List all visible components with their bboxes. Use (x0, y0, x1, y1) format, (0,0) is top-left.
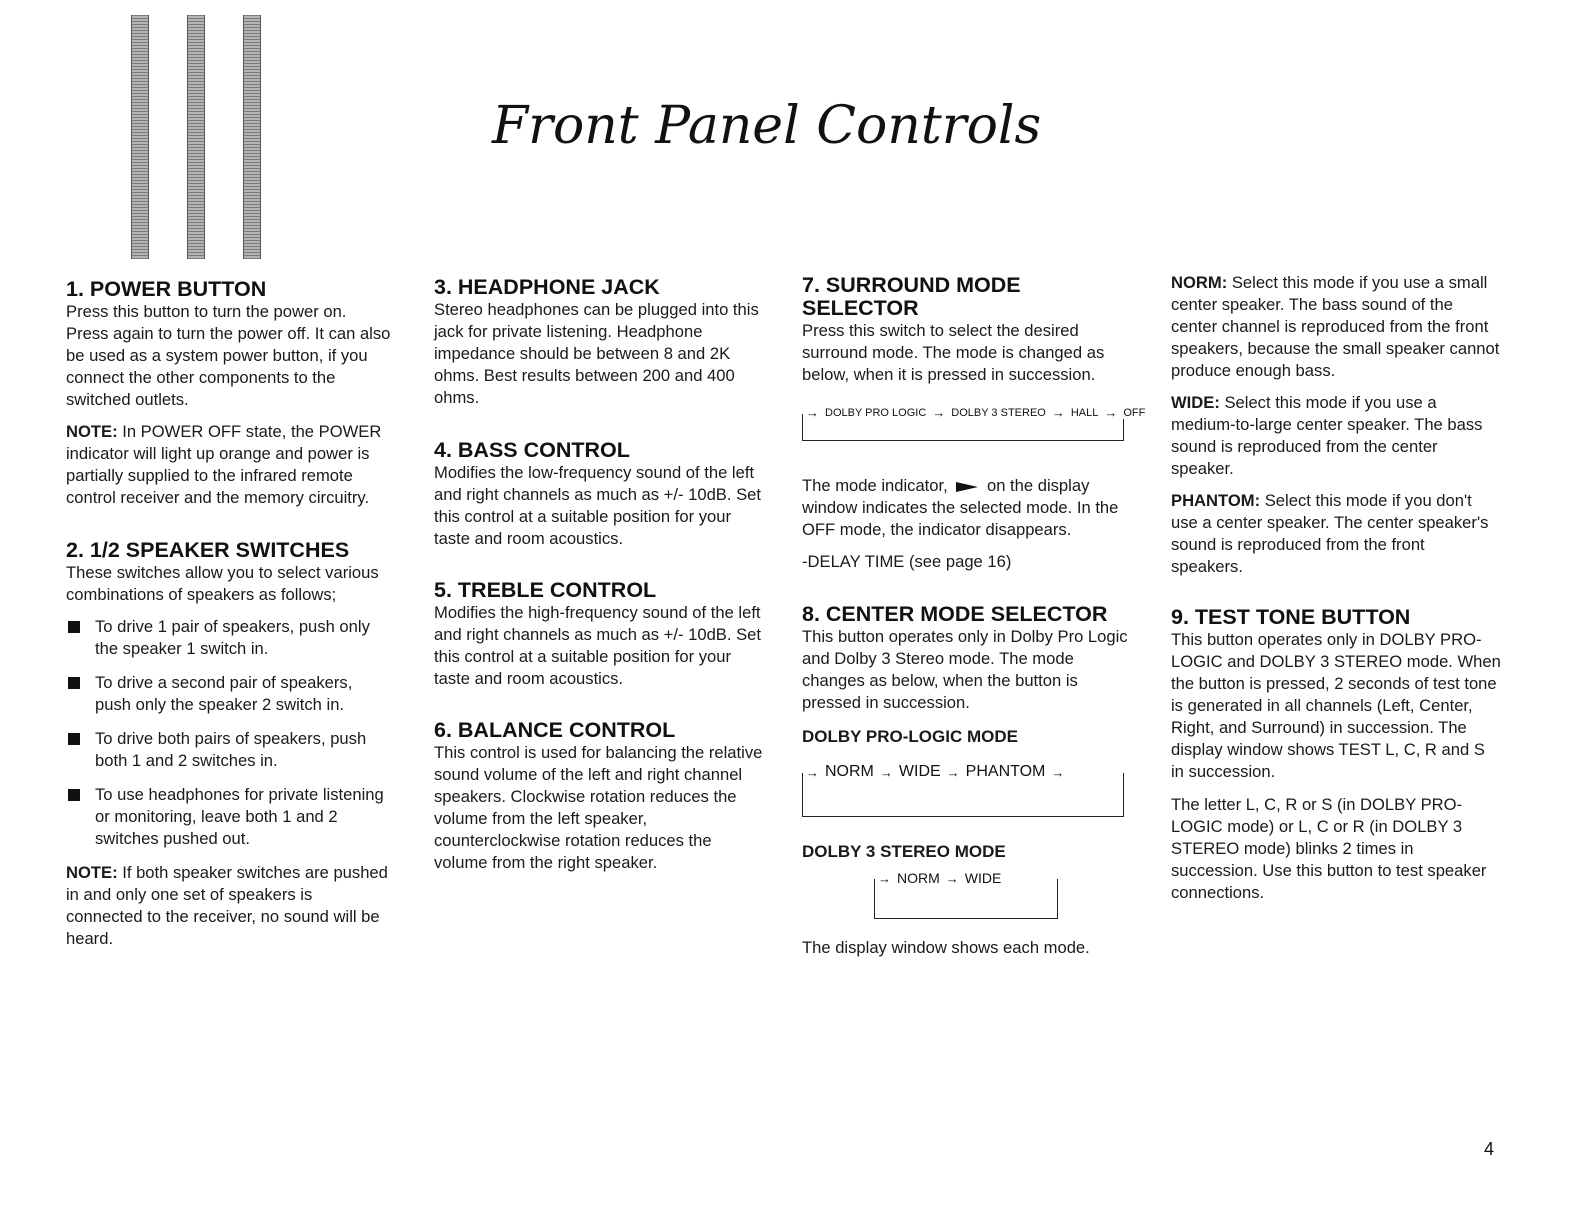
arrow-right-icon: → (875, 871, 894, 886)
bullet-square-icon (68, 733, 80, 745)
flow-step: NORM (822, 763, 877, 781)
arrow-right-icon: → (944, 765, 963, 780)
arrow-right-icon: → (1101, 405, 1120, 420)
list-item (66, 672, 391, 716)
speaker-note (66, 862, 391, 950)
norm-text: Select this mode if you use a small center speaker. The bass sound of the center channel is reproduced from the front speakers, because the small speaker cannot produce enough bass. (1171, 273, 1500, 380)
phantom-mode-description (1171, 490, 1501, 578)
list-item (66, 728, 391, 772)
headphone-jack-body: Stereo headphones can be plugged into this jack for private listening. Headphone impedance should be between 8 and 2K ohms. Best results between 200 and 400 ohms. (434, 300, 759, 407)
list-item (66, 784, 391, 850)
treble-control-heading: 5. TREBLE CONTROL (434, 578, 657, 602)
list-item-text: To drive a second pair of speakers, push only the speaker 2 switch in. (95, 673, 353, 714)
decorative-bars (131, 15, 261, 259)
surround-mode-flow-diagram (802, 405, 1146, 441)
speaker-switches-list (66, 616, 391, 850)
center-mode-heading: 8. CENTER MODE SELECTOR (802, 602, 1108, 626)
arrow-right-icon: → (803, 405, 822, 420)
flow-step: OFF (1120, 407, 1148, 419)
center-mode-body: This button operates only in Dolby Pro Logic and Dolby 3 Stereo mode. The mode changes as below, when the button is pressed in succession. (802, 627, 1128, 712)
surround-mode-body: Press this switch to select the desired surround mode. The mode is changed as below, when it is pressed in succession. (802, 321, 1105, 384)
flow-step: WIDE (962, 870, 1005, 886)
delay-time-text: -DELAY TIME (see page 16) (802, 552, 1012, 571)
page-title: Front Panel Controls (492, 96, 1042, 156)
surround-mode-heading: 7. SURROUND MODE SELECTOR (802, 273, 1021, 320)
bullet-square-icon (68, 621, 80, 633)
column-4 (1171, 272, 1501, 904)
flow-step: DOLBY 3 STEREO (948, 407, 1049, 419)
norm-mode-description (1171, 272, 1501, 382)
text-fragment: on the display window indicates the selected mode. In the OFF mode, the indicator disappears. (802, 476, 1119, 539)
note-label: NOTE: (66, 422, 118, 441)
phantom-text: Select this mode if you don't use a center speaker. The center speaker's sound is reproduced from the front speakers. (1171, 491, 1489, 576)
display-window-text: The display window shows each mode. (802, 938, 1090, 957)
treble-control-body: Modifies the high-frequency sound of the left and right channels as much as +/- 10dB. Set this control at a suitable position for your taste and room acoustics. (434, 603, 761, 688)
arrow-right-icon: → (1048, 765, 1067, 780)
arrow-right-icon: → (943, 871, 962, 886)
speaker-switches-heading: 2. 1/2 SPEAKER SWITCHES (66, 538, 350, 562)
test-tone-body: This button operates only in DOLBY PRO-LOGIC and DOLBY 3 STEREO mode. When the button is pressed, 2 seconds of test tone is generated in all channels (Left, Center, Right, and Surround) in succession. The display window shows TEST L, C, R and S in succession. (1171, 630, 1501, 781)
mode-indicator-text (802, 475, 1132, 541)
decorative-bar (131, 15, 149, 259)
note-text: In POWER OFF state, the POWER indicator will light up orange and power is partially supplied to the infrared remote control receiver and the memory circuitry. (66, 422, 382, 507)
list-item-text: To use headphones for private listening or monitoring, leave both 1 and 2 switches pushed out. (95, 785, 384, 848)
mode-indicator-icon (956, 482, 978, 492)
power-button-body: Press this button to turn the power on. Press again to turn the power off. It can also be used as a system power button, if you connect the other components to the switched outlets. (66, 302, 391, 409)
arrow-right-icon: → (929, 405, 948, 420)
bullet-square-icon (68, 677, 80, 689)
column-2 (434, 276, 764, 874)
flow-step: WIDE (896, 763, 944, 781)
wide-mode-description (1171, 392, 1501, 480)
power-note (66, 421, 391, 509)
bass-control-heading: 4. BASS CONTROL (434, 438, 630, 462)
flow-step: NORM (894, 870, 943, 886)
bass-control-body: Modifies the low-frequency sound of the left and right channels as much as +/- 10dB. Set this control at a suitable position for your taste and room acoustics. (434, 463, 761, 548)
prologic-mode-flow-diagram (802, 763, 1124, 817)
page-number: 4 (1484, 1139, 1495, 1159)
bullet-square-icon (68, 789, 80, 801)
decorative-bar (243, 15, 261, 259)
flow-step: DOLBY PRO LOGIC (822, 407, 929, 419)
test-tone-heading: 9. TEST TONE BUTTON (1171, 605, 1411, 629)
balance-control-body: This control is used for balancing the relative sound volume of the left and right channel speakers. Clockwise rotation reduces the volume from the left speaker, counterclockwise rotation reduces the volume from the right speaker. (434, 743, 763, 872)
phantom-label: PHANTOM: (1171, 491, 1261, 510)
prologic-mode-heading: DOLBY PRO-LOGIC MODE (802, 727, 1018, 746)
note-text: If both speaker switches are pushed in and only one set of speakers is connected to the receiver, no sound will be heard. (66, 863, 388, 948)
arrow-right-icon: → (877, 765, 896, 780)
column-3 (802, 273, 1146, 959)
test-tone-body-2: The letter L, C, R or S (in DOLBY PRO-LOGIC mode) or L, C or R (in DOLBY 3 STEREO mode) blinks 2 times in succession. Use this button to test speaker connections. (1171, 795, 1487, 902)
list-item (66, 616, 391, 660)
wide-label: WIDE: (1171, 393, 1220, 412)
speaker-switches-body: These switches allow you to select various combinations of speakers as follows; (66, 563, 379, 604)
wide-text: Select this mode if you use a medium-to-large center speaker. The bass sound is reproduced from the center speaker. (1171, 393, 1483, 478)
stereo-mode-flow-diagram (874, 870, 1058, 919)
column-1 (66, 278, 391, 950)
flow-step: HALL (1068, 407, 1102, 419)
arrow-right-icon: → (1049, 405, 1068, 420)
note-label: NOTE: (66, 863, 118, 882)
list-item-text: To drive both pairs of speakers, push both 1 and 2 switches in. (95, 729, 367, 770)
balance-control-heading: 6. BALANCE CONTROL (434, 718, 676, 742)
decorative-bar (187, 15, 205, 259)
headphone-jack-heading: 3. HEADPHONE JACK (434, 275, 660, 299)
list-item-text: To drive 1 pair of speakers, push only the speaker 1 switch in. (95, 617, 370, 658)
power-button-heading: 1. POWER BUTTON (66, 277, 267, 301)
stereo-mode-heading: DOLBY 3 STEREO MODE (802, 842, 1006, 861)
norm-label: NORM: (1171, 273, 1228, 292)
arrow-right-icon: → (803, 765, 822, 780)
flow-step: PHANTOM (963, 763, 1049, 781)
text-fragment: The mode indicator, (802, 476, 953, 495)
